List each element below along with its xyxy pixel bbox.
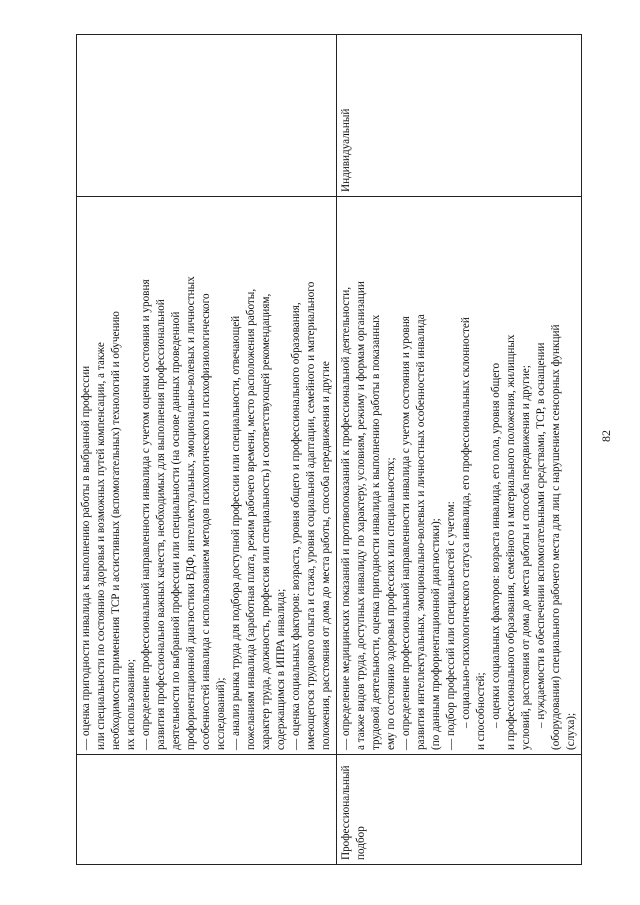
content-line: характер труда, должность, профессия или специальность) и соответствующей рекомендациям, (260, 293, 272, 750)
table-row (77, 35, 337, 865)
content-line: развития профессионально важных качеств, необходимых для выполнения профессиональной (155, 299, 167, 750)
content-line: и профессионального образования, семейного и материального положения, жилищных (505, 334, 517, 750)
content-line: — определение медицинских показаний и противопоказаний к профессиональной деятельности, (340, 287, 352, 750)
measure-content-cell (77, 197, 337, 755)
measure-content-cell (337, 197, 582, 755)
content-line: — анализ рынка труда для подбора доступной профессии или специальности, отвечающей (230, 315, 242, 750)
measure-form-cell: Индивидуальный (337, 35, 582, 197)
page-number: 82 (599, 430, 613, 442)
content-line: (по данным профориентационной диагностики); (430, 518, 442, 750)
rotated-table-sheet (76, 35, 577, 865)
content-line: или специальности по состоянию здоровья и возможных путей компенсации, а также (95, 342, 107, 750)
content-line: — оценка пригодности инвалида к выполнению работы в выбранной профессии (80, 365, 92, 750)
content-line: – социально-психологического статуса инвалида, его профессиональных склонностей (460, 317, 472, 728)
content-line: профориентационной диагностики ВДФ, интеллектуальных, эмоционально-волевых и личностных (185, 276, 197, 750)
content-line: (слуха); (565, 712, 577, 750)
content-line: ему по состоянию здоровья профессиях или специальностях; (385, 457, 397, 750)
content-line: необходимости применения ТСР и ассистивных (вспомогательных) технологий и обучению (110, 311, 122, 750)
content-line: (оборудовании) специального рабочего места для лиц с нарушением сенсорных функций (550, 324, 562, 750)
measure-name-cell: Профессиональный подбор (337, 755, 582, 865)
measure-form-cell (77, 35, 337, 197)
content-line: содержащимся в ИПРА инвалида; (275, 588, 287, 750)
content-line: — определение профессиональной направленности инвалида с учетом оценки состояния и уровня (140, 279, 152, 750)
content-line: — определение профессиональной направленности инвалида с учетом состояния и уровня (400, 316, 412, 750)
table-row (337, 35, 582, 865)
content-line: условий, расстояния от дома до места работы и способа передвижения и другие; (520, 365, 532, 750)
content-line: особенностей инвалида с использованием методов психологического и психофизиологического (200, 293, 212, 750)
content-line: а также видов труда, доступных инвалиду по характеру, условиям, режиму и формам организации (355, 281, 367, 750)
content-line: – нуждаемости в обеспечении вспомогательными средствами, ТСР, в оснащении (535, 342, 547, 728)
content-line: их использованию; (125, 659, 137, 750)
content-line: положения, расстояния от дома до места работы, способа передвижения и другие (320, 361, 332, 750)
content-line: исследований); (215, 677, 227, 750)
content-line: трудовой деятельности, оценка пригодности инвалида к выполнению работы в показанных (370, 314, 382, 750)
content-line: имеющегося трудового опыта и стажа, уровня социальной адаптации, семейного и материального (305, 281, 317, 750)
content-line: — подбор профессий или специальностей с учетом: (445, 501, 457, 750)
content-line: развития интеллектуальных, эмоционально-волевых и личностных особенностей инвалида (415, 314, 427, 750)
content-line: и способностей; (475, 672, 487, 750)
content-line: — оценка социальных факторов: возраста, уровня общего и профессионального образования, (290, 302, 302, 750)
rehab-measures-table (76, 34, 582, 865)
content-line: – оценки социальных факторов: возраста инвалида, его пола, уровня общего (490, 362, 502, 728)
content-line: пожеланиям инвалида (заработная плата, режим рабочего времени, место расположения работы, (245, 288, 257, 750)
content-line: деятельности по выбранной профессии или специальности (на основе данных проведенной (170, 311, 182, 750)
measure-name-cell (77, 755, 337, 865)
